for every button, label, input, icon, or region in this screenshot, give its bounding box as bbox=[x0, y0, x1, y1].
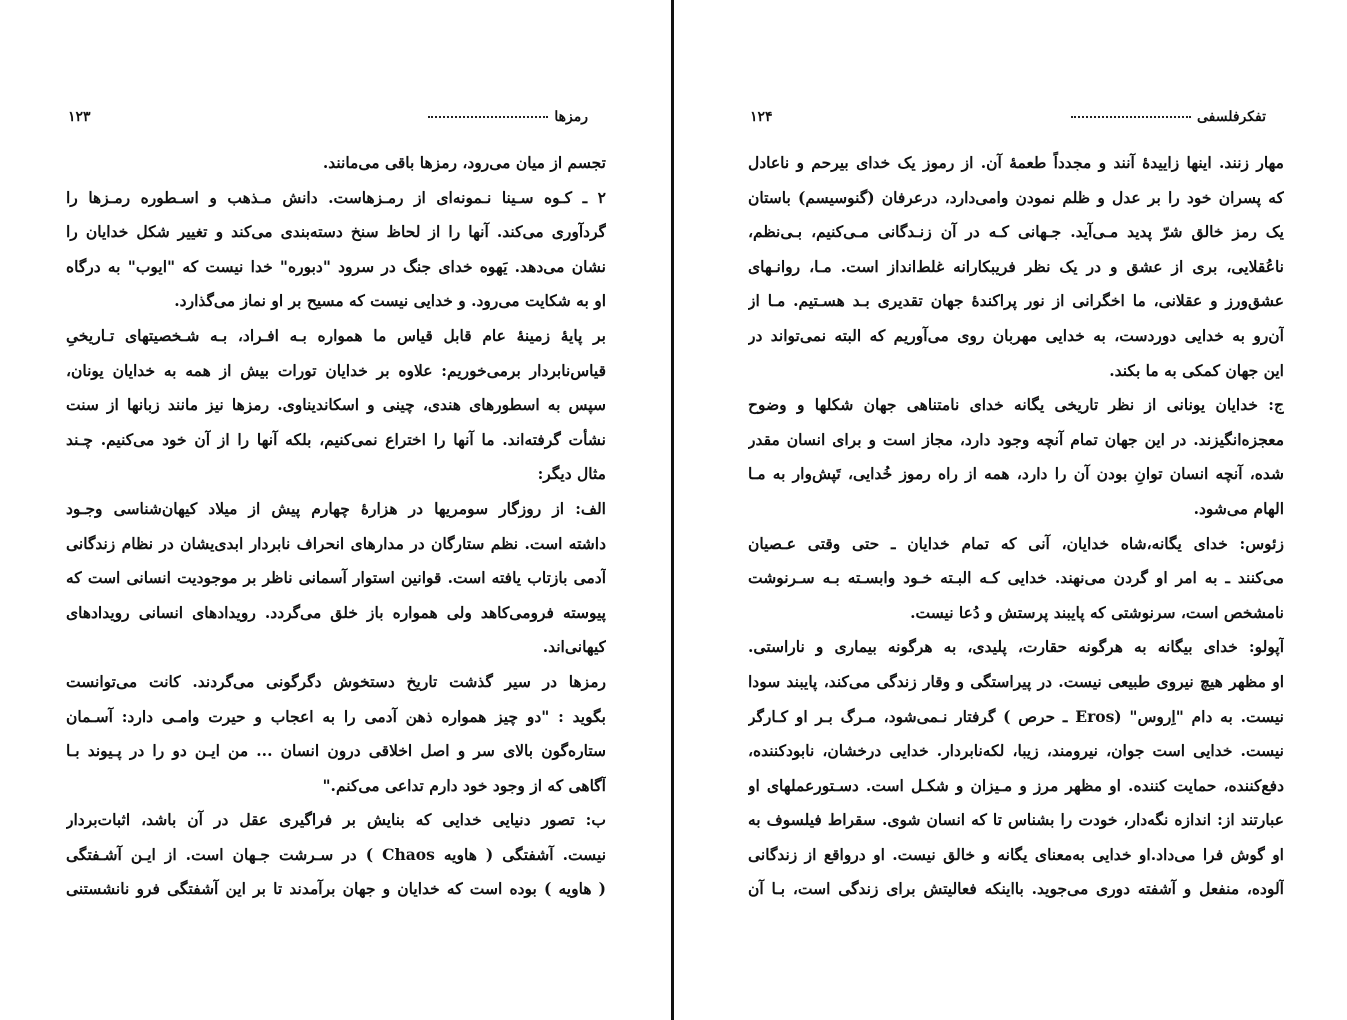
text-line: او مظهر هیچ نیروی طبیعی نیست. در پیراستگی و وقار زندگی می‌کند، پایبند سودا bbox=[748, 671, 1284, 691]
page-number: ۱۲۴ bbox=[750, 109, 773, 125]
left-page bbox=[66, 0, 606, 1020]
text-line: تجسم از میان می‌رود، رمزها باقی می‌مانند. bbox=[322, 153, 606, 172]
text-line: بگوید : "دو چیز همواره ذهن آدمی را به اعجاب و حیرت وامـی دارد: آسـمان bbox=[66, 706, 606, 726]
text-line: می‌کنند ـ به امر او گردن می‌نهند. خدایی کـه البـته خـود وابسـته بـه سـرنوشت bbox=[748, 568, 1284, 588]
running-title: تفکرفلسفی bbox=[1071, 106, 1266, 128]
text-line: ج: خدایان یونانی از نظر تاریخی یگانه خدای نامتناهی جهان شکلها و وضوح bbox=[748, 395, 1284, 415]
text-line: زئوس: خدای یگانه،شاه خدایان، آنی که تمام خدایان ـ حتی وقتی عـصیان bbox=[748, 533, 1284, 553]
text-line: دفع‌کننده، حمایت کننده. او مظهر مرز و مـیزان و شکـل است. دسـتورعملهای او bbox=[748, 775, 1284, 795]
text-line: سپس به اسطورهای هندی، چینی و اسکاندیناوی. رمزها نیز مانند زبانها از سنت bbox=[66, 395, 606, 415]
body-text bbox=[66, 146, 606, 907]
right-page bbox=[748, 0, 1284, 1020]
text-line: ۲ ـ کـوه سـینا نـمونه‌ای از رمـزهاست. دانش مـذهب و اسـطوره رمـزها را bbox=[66, 187, 606, 207]
text-line: نیست. به دام "اِروس" (Eros ـ حرص ) گرفتار نـمی‌شود، مـرگ بـر او کـارگر bbox=[748, 706, 1284, 726]
text-line: داشته است. نظم ستارگان در مدارهای انحراف نابردار ابدی‌یشان در نظام زندگانی bbox=[66, 533, 606, 553]
text-line: قیاس‌نابردار برمی‌خوریم: علاوه بر خدایان تورات بیش از همه به خدایان یونان، bbox=[66, 360, 606, 380]
running-title: رمزها bbox=[428, 106, 588, 128]
text-line: آپولو: خدای بیگانه به هرگونه حقارت، پلیدی، به هرگونه بیماری و ناراستی. bbox=[748, 637, 1284, 657]
text-line: رمزها در سیر گذشت تاریخ دستخوش دگرگونی می‌گردند. کانت می‌توانست bbox=[66, 671, 606, 691]
text-line: بر پایهٔ زمینهٔ عام قابل قیاس ما همواره بـه افـراد، بـه شـخصیتهای تـاریخیِ bbox=[66, 325, 606, 345]
text-line: عبارتند از: اندازه نگه‌دار، خودت را بشناس تا که انسان شوی. سقراط فیلسوف به bbox=[748, 810, 1284, 830]
text-line: نشان می‌دهد. یَهوه خدای جنگ در سرود "دبوره" خدا نیست که "ایوب" به درگاه bbox=[66, 256, 606, 276]
text-line: آدمی بازتاب یافته است. قوانین استوار آسمانی ناظر بر موجودیت انسانی است که bbox=[66, 568, 606, 588]
text-line: مثال دیگر: bbox=[537, 464, 606, 484]
text-line: نیست. خدایی است جوان، نیرومند، زیبا، لکه‌نابردار. خدایی درخشان، نابودکننده، bbox=[748, 741, 1284, 761]
text-line: ب: تصور دنیایی خدایی که بنایش بر فراگیری عقل در آن باشد، اثبات‌بردار bbox=[66, 810, 606, 830]
text-line: مهار زنند. اینها زاییدهٔ آنند و مجدداً طعمهٔ آن. از رموز یک خدای بیرحم و ناعادل bbox=[748, 153, 1284, 172]
text-line: ستاره‌گون بالای سر و اصل اخلاقی درون انسان ... من ایـن دو را در پـیوند بـا bbox=[66, 741, 606, 761]
text-line: او گوش فرا می‌داد.او خدایی به‌معنای یگانه و خالق نیست. او درواقع از زندگانی bbox=[748, 844, 1284, 864]
text-line: آن‌رو به خدایی دوردست، به خدایی مهربان روی می‌آوریم که البته نمی‌تواند در bbox=[748, 325, 1284, 345]
page-number: ۱۲۳ bbox=[68, 109, 91, 125]
text-line: نامشخص است، سرنوشتی که پایبند پرستش و دُعا نیست. bbox=[910, 602, 1284, 622]
text-line: گردآوری می‌کند. آنها را از لحاظ سنخ دسته‌بندی می‌کند و تغییر شکل خدایان را bbox=[66, 222, 606, 242]
text-line: یک رمز خالق شرّ پدید مـی‌آید. جـهانی کـه در آن زنـدگانی مـی‌کنیم، بـی‌نظم، bbox=[748, 222, 1284, 242]
text-line: ناعُقلایی، بری از عشق و در یک نظر فریبکارانه غلط‌انداز است. مـا، روانـهای bbox=[748, 256, 1284, 276]
text-line: معجزه‌انگیزند. در این جهان تمام آنچه وجود دارد، مجاز است و برای انسان مقدر bbox=[748, 429, 1284, 449]
text-line: الهام می‌شود. bbox=[1193, 498, 1284, 518]
running-head bbox=[66, 106, 606, 128]
text-line: نیست. آشفتگی ( هاویه Chaos ) در سـرشت جـهان است. از ایـن آشـفتگی bbox=[66, 844, 606, 864]
text-line: شده، آنچه انسان توانِ بودن آن را دارد، همه از راه رموز خُدایی، تَپش‌وار به مـا bbox=[748, 464, 1284, 484]
text-line: آگاهی که از وجود خود دارم تداعی می‌کنم." bbox=[322, 775, 606, 795]
text-line: او به شکایت می‌رود. و خدایی نیست که مسیح بر او نماز می‌گذارد. bbox=[174, 291, 606, 311]
text-line: الف: از روزگار سومریها در هزارهٔ چهارم پیش از میلاد کیهان‌شناسی وجـود bbox=[66, 498, 606, 518]
text-line: که پسران خود را بر عدل و ظلم نمودن وامی‌دارد، درعرفان (گنوسیسم) باستان bbox=[748, 187, 1284, 207]
text-line: کیهانی‌اند. bbox=[542, 637, 606, 657]
text-line: آلوده، منفعل و آشفته دوری می‌جوید. بااینکه فعالیتش برای زندگی است، بـا آن bbox=[748, 879, 1284, 899]
text-line: نشأت گرفته‌اند. ما آنها را اختراع نمی‌کنیم، بلکه آنها را از آن خود می‌کنیم. چـند bbox=[66, 429, 606, 449]
text-line: این جهان کمکی به ما بکند. bbox=[1109, 360, 1284, 380]
text-line: عشق‌ورز و عقلانی، ما اخگرانی از نور پراکندهٔ جهان تقدیری بـد هسـتیم. مـا از bbox=[748, 291, 1284, 311]
body-text bbox=[748, 146, 1284, 907]
text-line: پیوسته فرومی‌کاهد ولی همواره باز خلق می‌گردد. رویدادهای انسانی رویدادهای bbox=[66, 602, 606, 622]
running-head bbox=[748, 106, 1284, 128]
page-gutter-divider bbox=[671, 0, 674, 1020]
text-line: ( هاویه ) بوده است که خدایان و جهان برآمدند تا بر این آشفتگی فرو نانشستنی bbox=[66, 879, 606, 899]
